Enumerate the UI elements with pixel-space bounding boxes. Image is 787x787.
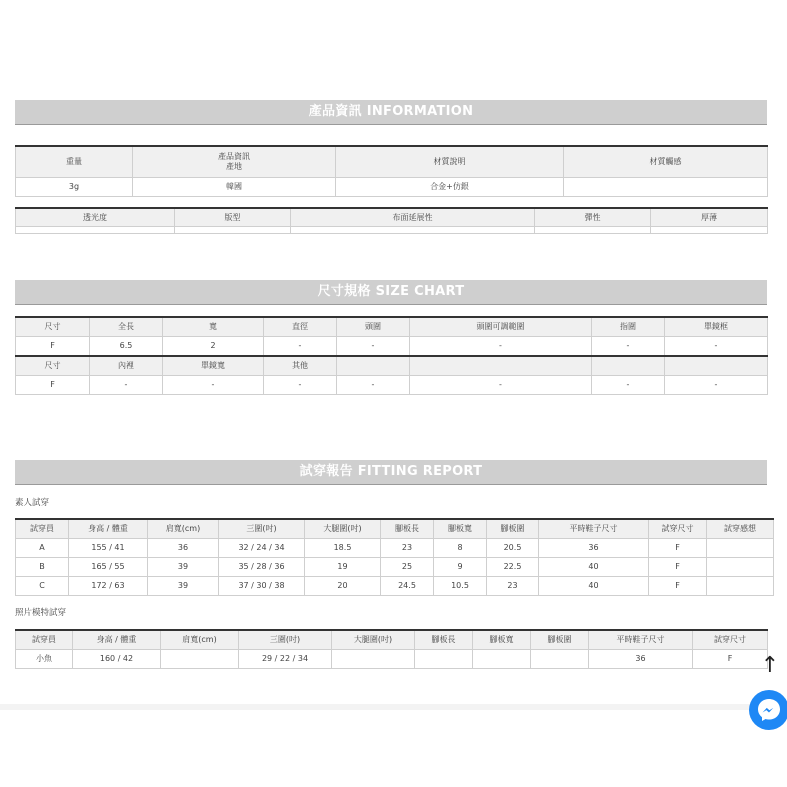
- model-r-2: [161, 650, 239, 669]
- amateur-c-0: C: [16, 577, 69, 596]
- model-r-9: F: [693, 650, 768, 669]
- amateur-h-5: 腳板長: [381, 519, 434, 539]
- amateur-c-7: 23: [487, 577, 539, 596]
- amateur-a-7: 20.5: [487, 539, 539, 558]
- size-r1-3: -: [264, 337, 337, 357]
- info-table-1-wrap: [15, 145, 767, 197]
- amateur-c-10: [707, 577, 774, 596]
- scroll-to-top-button[interactable]: [760, 653, 780, 679]
- amateur-h-8: 平時鞋子尺寸: [539, 519, 649, 539]
- size-r1-1: 6.5: [90, 337, 163, 357]
- amateur-c-2: 39: [148, 577, 219, 596]
- size-h2-5: [410, 356, 592, 376]
- amateur-a-5: 23: [381, 539, 434, 558]
- amateur-b-5: 25: [381, 558, 434, 577]
- amateur-c-9: F: [649, 577, 707, 596]
- amateur-c-6: 10.5: [434, 577, 487, 596]
- info-header-elasticity: 彈性: [535, 208, 651, 227]
- size-table: [15, 316, 768, 395]
- size-r2-0: F: [16, 376, 90, 395]
- size-r1-4: -: [337, 337, 410, 357]
- info-cell-material: 合金+仿銀: [336, 178, 564, 197]
- info-cell-texture: [564, 178, 768, 197]
- amateur-h-0: 試穿員: [16, 519, 69, 539]
- info-cell-thickness: [651, 227, 768, 234]
- model-fitting-table: [15, 629, 768, 669]
- info-cell-origin: 韓國: [133, 178, 336, 197]
- model-r-6: [473, 650, 531, 669]
- size-h1-4: 頭圍: [337, 317, 410, 337]
- model-fitting-label: 照片模特試穿: [15, 608, 67, 618]
- info-header-material: 材質說明: [336, 146, 564, 178]
- info-header-transparency: 透光度: [16, 208, 175, 227]
- amateur-b-4: 19: [305, 558, 381, 577]
- size-r1-7: -: [665, 337, 768, 357]
- model-r-8: 36: [589, 650, 693, 669]
- size-table-wrap: [15, 316, 767, 395]
- model-h-8: 平時鞋子尺寸: [589, 630, 693, 650]
- amateur-a-8: 36: [539, 539, 649, 558]
- amateur-b-2: 39: [148, 558, 219, 577]
- info-header-origin: 產品資訊 產地: [133, 146, 336, 178]
- amateur-row-c: [16, 577, 774, 596]
- size-h2-2: 單鏡寬: [163, 356, 264, 376]
- model-h-7: 腳板圍: [531, 630, 589, 650]
- model-h-4: 大腿圍(吋): [332, 630, 415, 650]
- footer-divider: [0, 704, 787, 710]
- size-h2-1: 內裡: [90, 356, 163, 376]
- amateur-h-6: 腳板寬: [434, 519, 487, 539]
- amateur-h-4: 大腿圍(吋): [305, 519, 381, 539]
- model-r-1: 160 / 42: [73, 650, 161, 669]
- size-h2-3: 其他: [264, 356, 337, 376]
- amateur-h-10: 試穿感想: [707, 519, 774, 539]
- amateur-c-8: 40: [539, 577, 649, 596]
- amateur-a-0: A: [16, 539, 69, 558]
- info-cell-weight: 3g: [16, 178, 133, 197]
- model-r-3: 29 / 22 / 34: [239, 650, 332, 669]
- size-h1-1: 全長: [90, 317, 163, 337]
- size-r1-0: F: [16, 337, 90, 357]
- messenger-icon: [749, 690, 787, 730]
- amateur-a-6: 8: [434, 539, 487, 558]
- info-cell-fit: [175, 227, 291, 234]
- model-r-5: [415, 650, 473, 669]
- model-table-wrap: [15, 629, 767, 669]
- amateur-b-0: B: [16, 558, 69, 577]
- amateur-a-10: [707, 539, 774, 558]
- amateur-fitting-label: 素人試穿: [15, 498, 50, 508]
- size-header-row-2: [16, 356, 768, 376]
- model-h-5: 腳板長: [415, 630, 473, 650]
- amateur-h-1: 身高 / 體重: [69, 519, 148, 539]
- size-h2-0: 尺寸: [16, 356, 90, 376]
- amateur-c-3: 37 / 30 / 38: [219, 577, 305, 596]
- size-value-row-1: [16, 337, 768, 357]
- size-r2-2: -: [163, 376, 264, 395]
- model-header-row: [16, 630, 768, 650]
- messenger-chat-button[interactable]: [749, 690, 787, 730]
- amateur-b-1: 165 / 55: [69, 558, 148, 577]
- size-r1-2: 2: [163, 337, 264, 357]
- size-r1-6: -: [592, 337, 665, 357]
- amateur-h-2: 肩寬(cm): [148, 519, 219, 539]
- amateur-table-wrap: [15, 518, 767, 596]
- info-cell-elasticity: [535, 227, 651, 234]
- size-h1-7: 單鏡框: [665, 317, 768, 337]
- info-cell-stretch: [291, 227, 535, 234]
- model-h-1: 身高 / 體重: [73, 630, 161, 650]
- info-header-thickness: 厚薄: [651, 208, 768, 227]
- amateur-header-row: [16, 519, 774, 539]
- amateur-row-b: [16, 558, 774, 577]
- info-header-stretch: 布面延展性: [291, 208, 535, 227]
- model-h-3: 三圍(吋): [239, 630, 332, 650]
- amateur-b-8: 40: [539, 558, 649, 577]
- size-h2-7: [665, 356, 768, 376]
- size-r2-1: -: [90, 376, 163, 395]
- amateur-fitting-table: [15, 518, 774, 596]
- model-row-xiaoyu: [16, 650, 768, 669]
- size-h1-2: 寬: [163, 317, 264, 337]
- size-r2-7: -: [665, 376, 768, 395]
- model-r-7: [531, 650, 589, 669]
- amateur-a-9: F: [649, 539, 707, 558]
- model-h-0: 試穿員: [16, 630, 73, 650]
- size-r2-3: -: [264, 376, 337, 395]
- amateur-c-5: 24.5: [381, 577, 434, 596]
- size-header-row-1: [16, 317, 768, 337]
- size-h2-4: [337, 356, 410, 376]
- size-h2-6: [592, 356, 665, 376]
- arrow-up-icon: ↑: [760, 653, 780, 678]
- amateur-b-9: F: [649, 558, 707, 577]
- info-table-1: [15, 145, 768, 197]
- size-h1-0: 尺寸: [16, 317, 90, 337]
- model-r-0: 小魚: [16, 650, 73, 669]
- amateur-a-4: 18.5: [305, 539, 381, 558]
- model-h-2: 肩寬(cm): [161, 630, 239, 650]
- amateur-h-9: 試穿尺寸: [649, 519, 707, 539]
- size-r1-5: -: [410, 337, 592, 357]
- amateur-a-3: 32 / 24 / 34: [219, 539, 305, 558]
- size-value-row-2: [16, 376, 768, 395]
- section-banner-information: 產品資訊 INFORMATION: [15, 100, 767, 125]
- size-r2-6: -: [592, 376, 665, 395]
- amateur-a-2: 36: [148, 539, 219, 558]
- amateur-h-3: 三圍(吋): [219, 519, 305, 539]
- size-r2-4: -: [337, 376, 410, 395]
- amateur-b-6: 9: [434, 558, 487, 577]
- size-r2-5: -: [410, 376, 592, 395]
- size-h1-5: 頭圍可調範圍: [410, 317, 592, 337]
- model-h-9: 試穿尺寸: [693, 630, 768, 650]
- size-h1-6: 指圍: [592, 317, 665, 337]
- info-header-texture: 材質觸感: [564, 146, 768, 178]
- amateur-c-4: 20: [305, 577, 381, 596]
- info-header-fit: 版型: [175, 208, 291, 227]
- model-h-6: 腳板寬: [473, 630, 531, 650]
- amateur-b-10: [707, 558, 774, 577]
- info-table-2-wrap: [15, 207, 767, 234]
- info-header-weight: 重量: [16, 146, 133, 178]
- size-h1-3: 直徑: [264, 317, 337, 337]
- section-banner-fitting-report: 試穿報告 FITTING REPORT: [15, 460, 767, 485]
- amateur-row-a: [16, 539, 774, 558]
- amateur-h-7: 腳板圍: [487, 519, 539, 539]
- amateur-b-3: 35 / 28 / 36: [219, 558, 305, 577]
- info-cell-transparency: [16, 227, 175, 234]
- section-banner-size-chart: 尺寸規格 SIZE CHART: [15, 280, 767, 305]
- amateur-a-1: 155 / 41: [69, 539, 148, 558]
- model-r-4: [332, 650, 415, 669]
- amateur-c-1: 172 / 63: [69, 577, 148, 596]
- info-table-2: [15, 207, 768, 234]
- amateur-b-7: 22.5: [487, 558, 539, 577]
